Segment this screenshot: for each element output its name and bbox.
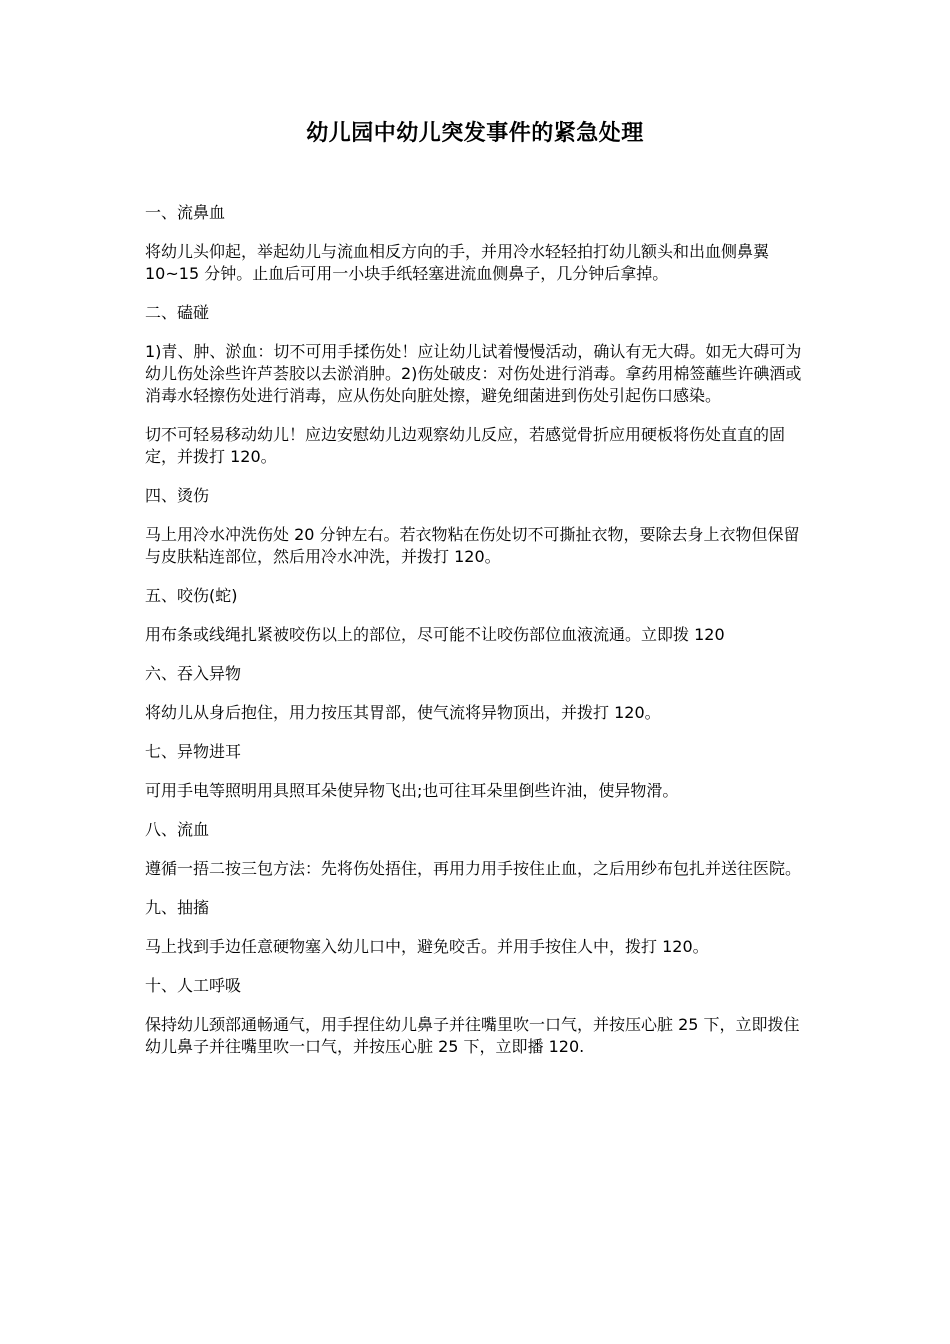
section-paragraph: 马上用冷水冲洗伤处 20 分钟左右。若衣物粘在伤处切不可撕扯衣物，要除去身上衣物但保留与皮肤粘连部位，然后用冷水冲洗，并拨打 120。 xyxy=(145,525,800,566)
section-paragraph: 将幼儿头仰起，举起幼儿与流血相反方向的手，并用冷水轻轻拍打幼儿额头和出血侧鼻翼 10~15 分钟。止血后可用一小块手纸轻塞进流血侧鼻子，几分钟后拿掉。 xyxy=(145,242,770,283)
section-heading-convulsion: 九、抽搐 xyxy=(145,898,210,917)
section-paragraph: 用布条或线绳扎紧被咬伤以上的部位，尽可能不让咬伤部位血液流通。立即拨 120 xyxy=(145,625,725,644)
section-paragraph: 将幼儿从身后抱住，用力按压其胃部，使气流将异物顶出，并拨打 120。 xyxy=(145,703,661,722)
section-heading-bleeding: 八、流血 xyxy=(145,820,210,839)
section-paragraph: 1)青、肿、淤血：切不可用手揉伤处！应让幼儿试着慢慢活动，确认有无大碍。如无大碍可为幼儿伤处涂些许芦荟胶以去淤消肿。2)伤处破皮：对伤处进行消毒。拿药用棉签蘸些许碘酒或消毒水轻擦伤处进行消毒，应从伤处向脏处擦，避免细菌进到伤处引起伤口感染。 xyxy=(145,342,802,405)
section-paragraph: 可用手电等照明用具照耳朵使异物飞出;也可往耳朵里倒些许油，使异物滑。 xyxy=(145,781,679,800)
section-heading-bump: 二、磕碰 xyxy=(145,303,210,322)
document-body xyxy=(145,202,810,1075)
section-paragraph: 马上找到手边任意硬物塞入幼儿口中，避免咬舌。并用手按住人中，拨打 120。 xyxy=(145,937,709,956)
document-title: 幼儿园中幼儿突发事件的紧急处理 xyxy=(306,121,644,146)
section-heading-snakebite: 五、咬伤(蛇) xyxy=(145,586,238,605)
section-paragraph: 切不可轻易移动幼儿！应边安慰幼儿边观察幼儿反应，若感觉骨折应用硬板将伤处直直的固定，并拨打 120。 xyxy=(145,425,786,466)
section-heading-swallowed-object: 六、吞入异物 xyxy=(145,664,242,683)
section-heading-ear-object: 七、异物进耳 xyxy=(145,742,242,761)
section-heading-nosebleed: 一、流鼻血 xyxy=(145,203,226,222)
section-heading-cpr: 十、人工呼吸 xyxy=(145,976,242,995)
section-paragraph: 保持幼儿颈部通畅通气，用手捏住幼儿鼻子并往嘴里吹一口气，并按压心脏 25 下，立即拨住幼儿鼻子并往嘴里吹一口气，并按压心脏 25 下，立即播 120. xyxy=(145,1015,800,1056)
section-paragraph: 遵循一捂二按三包方法：先将伤处捂住，再用力用手按住止血，之后用纱布包扎并送往医院。 xyxy=(145,859,802,878)
section-heading-burn: 四、烫伤 xyxy=(145,486,210,505)
